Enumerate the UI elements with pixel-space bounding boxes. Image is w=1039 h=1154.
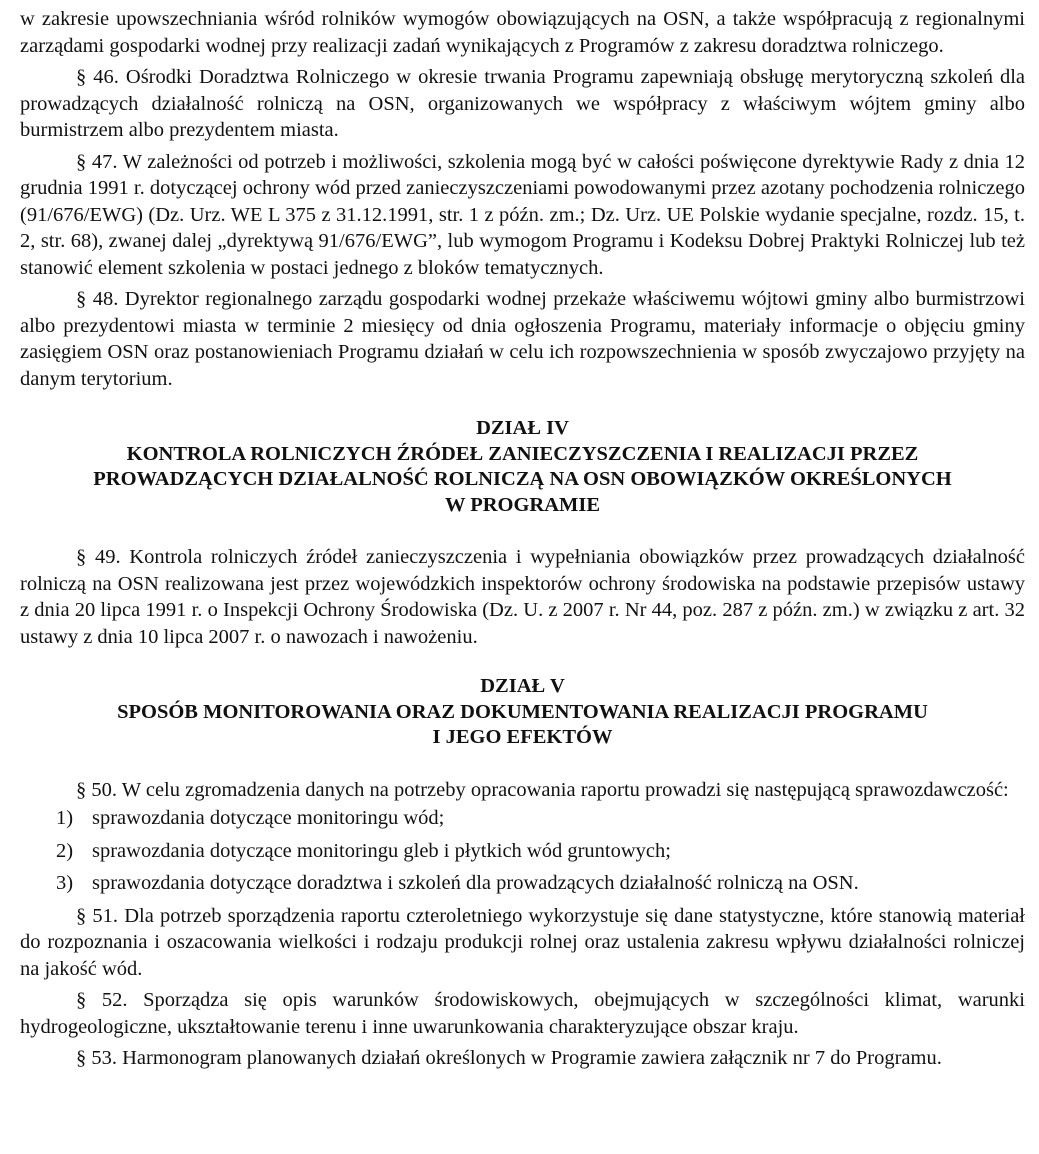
- paragraph-48: § 48. Dyrektor regionalnego zarządu gospodarki wodnej przekaże właściwemu wójtowi gminy albo burmistrzowi albo prezydentowi miasta w terminie 2 miesięcy od dnia ogłoszenia Programu, materiały informacje o objęciu gminy zasięgiem OSN oraz postanowieniach Programu działań w celu ich rozpowszechnienia w sposób zwyczajowo przyjęty na danym terytorium.: [20, 288, 1025, 390]
- list-item-number: 3): [56, 872, 74, 894]
- paragraph-50: § 50. W celu zgromadzenia danych na potrzeby opracowania raportu prowadzi się następującą sprawozdawczość:: [76, 778, 1009, 801]
- list-item-number: 1): [56, 807, 74, 829]
- section-iv-heading: [20, 416, 1025, 518]
- list-item-text: sprawozdania dotyczące monitoringu wód;: [92, 807, 445, 829]
- paragraph-47: § 47. W zależności od potrzeb i możliwości, szkolenia mogą być w całości poświęcone dyrektywie Rady z dnia 12 grudnia 1991 r. dotyczącej ochrony wód przed zanieczyszczeniami powodowanymi przez azotany pochodzenia rolniczego (91/676/EWG) (Dz. Urz. WE L 375 z 31.12.1991, str. 1 z późn. zm.; Dz. Urz. UE Polskie wydanie specjalne, rozdz. 15, t. 2, str. 68), zwanej dalej „dyrektywą 91/676/EWG”, lub wymogom Programu i Kodeksu Dobrej Praktyki Rolniczej lub też stanowić element szkolenia w postaci jednego z bloków tematycznych.: [20, 150, 1025, 279]
- list-item: [20, 805, 1025, 832]
- paragraph-52: § 52. Sporządza się opis warunków środowiskowych, obejmujących w szczególności klimat, warunki hydrogeologiczne, ukształtowanie terenu i inne uwarunkowania charakteryzujące obszar kraju.: [20, 989, 1025, 1038]
- list-item-text: sprawozdania dotyczące doradztwa i szkoleń dla prowadzących działalność rolniczą na OSN.: [92, 872, 859, 894]
- section-v-heading: [20, 674, 1025, 751]
- section-v-subtitle-line-1: SPOSÓB MONITOROWANIA ORAZ DOKUMENTOWANIA REALIZACJI PROGRAMU: [117, 700, 928, 723]
- paragraph-53: § 53. Harmonogram planowanych działań określonych w Programie zawiera załącznik nr 7 do Programu.: [76, 1047, 942, 1069]
- list-item: [20, 838, 1025, 865]
- list-item-text: sprawozdania dotyczące monitoringu gleb i płytkich wód gruntowych;: [92, 839, 671, 862]
- section-iv-subtitle-line-1: KONTROLA ROLNICZYCH ŹRÓDEŁ ZANIECZYSZCZENIA I REALIZACJI PRZEZ: [126, 442, 919, 465]
- reporting-list: [20, 805, 1025, 897]
- paragraph-51: § 51. Dla potrzeb sporządzenia raportu czteroletniego wykorzystuje się dane statystyczne, które stanowią materiał do rozpoznania i oszacowania wielkości i rodzaju produkcji rolnej oraz ustalenia zakresu wpływu działalności rolniczej na jakość wód.: [20, 904, 1025, 980]
- section-v-subtitle-line-2: I JEGO EFEKTÓW: [432, 726, 613, 748]
- list-item: [20, 870, 1025, 897]
- section-v-title: DZIAŁ V: [480, 675, 565, 697]
- section-iv-title: DZIAŁ IV: [476, 417, 569, 439]
- paragraph-46: § 46. Ośrodki Doradztwa Rolniczego w okresie trwania Programu zapewniają obsługę merytoryczną szkoleń dla prowadzących działalność rolniczą na OSN, organizowanych we współpracy z właściwym wójtem gminy albo burmistrzem albo prezydentem miasta.: [20, 66, 1025, 141]
- list-item-number: 2): [56, 839, 74, 862]
- paragraph-49: § 49. Kontrola rolniczych źródeł zanieczyszczenia i wypełniania obowiązków przez prowadzących działalność rolniczą na OSN realizowana jest przez wojewódzkich inspektorów ochrony środowiska na podstawie przepisów ustawy z dnia 20 lipca 1991 r. o Inspekcji Ochrony Środowiska (Dz. U. z 2007 r. Nr 44, poz. 287 z późn. zm.) w związku z art. 32 ustawy z dnia 10 lipca 2007 r. o nawozach i nawożeniu.: [20, 546, 1025, 648]
- section-iv-subtitle-line-3: W PROGRAMIE: [444, 493, 601, 516]
- paragraph-continuation: w zakresie upowszechniania wśród rolników wymogów obowiązujących na OSN, a także współpracują z regionalnymi zarządami gospodarki wodnej przy realizacji zadań wynikających z Programów z zakresu doradztwa rolniczego.: [20, 8, 1025, 57]
- section-iv-subtitle-line-2: PROWADZĄCYCH DZIAŁALNOŚĆ ROLNICZĄ NA OSN OBOWIĄZKÓW OKREŚLONYCH: [93, 468, 952, 490]
